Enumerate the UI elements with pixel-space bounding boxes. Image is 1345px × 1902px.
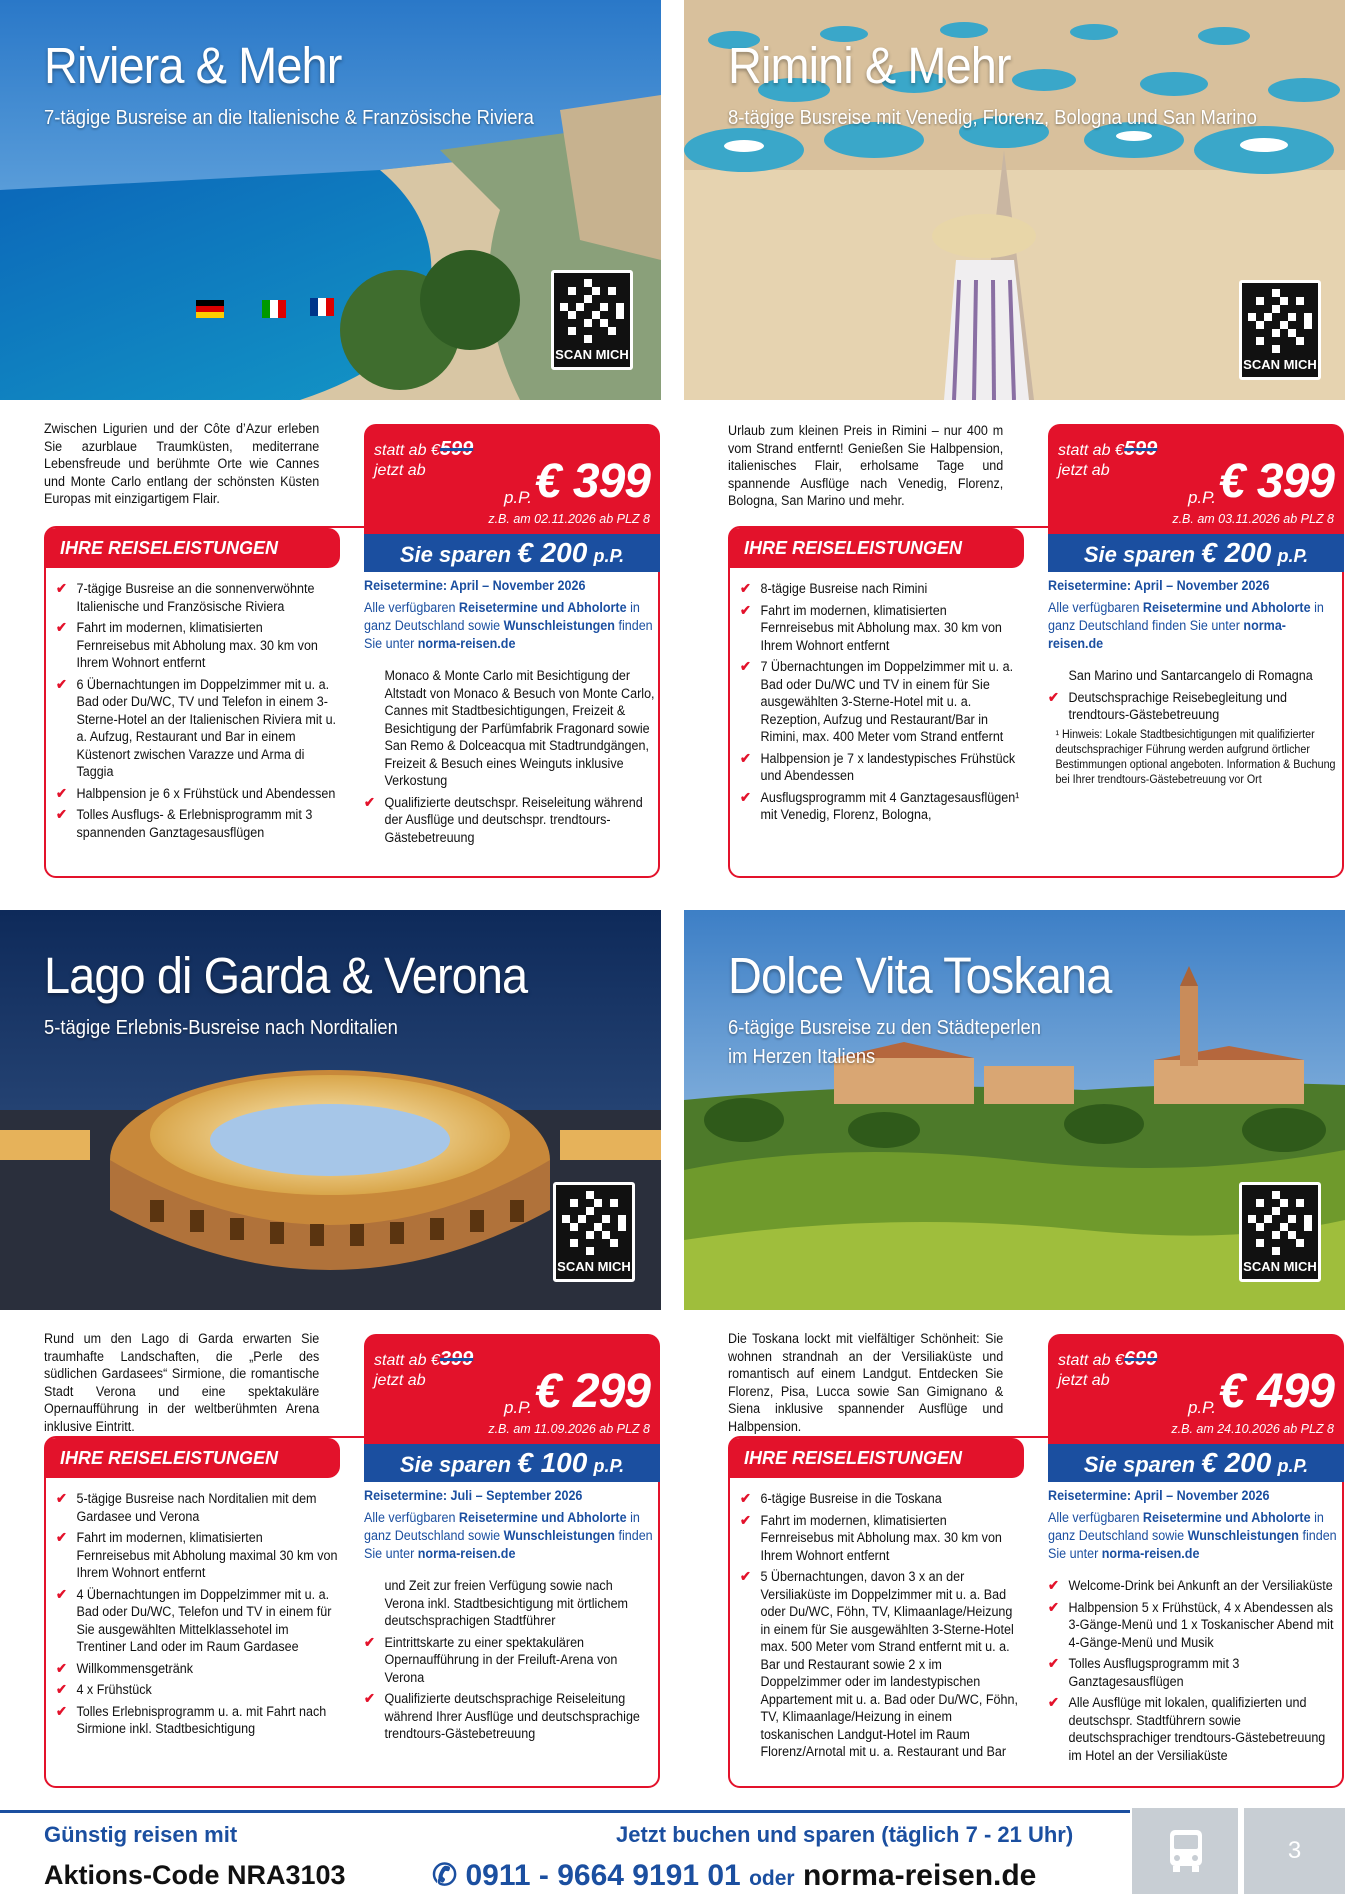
tile-title: Lago di Garda & Verona	[44, 947, 528, 1004]
list-item: ✔ Halbpension je 7 x landestypisches Frühstück und Abendessen	[740, 750, 1023, 785]
qr-code[interactable]	[1239, 1182, 1321, 1282]
tile-title: Riviera & Mehr	[44, 37, 342, 94]
qr-icon	[1248, 1191, 1312, 1255]
footer-divider	[0, 1810, 1130, 1813]
list-item: ✔ Tolles Erlebnisprogramm u. a. mit Fahrt nach Sirmione inkl. Stadtbesichtigung	[56, 1703, 339, 1738]
intro-text: Urlaub zum kleinen Preis in Rimini – nur 400 m vom Strand entfernt! Genießen Sie Halbpension, italienisches Flair, erholsame Tage und spannende Ausflüge nach Venedig, Florenz, Bologna, San Marino und mehr.	[728, 423, 1004, 508]
offer-toskana	[684, 910, 1345, 1763]
list-item: ✔ 7-tägige Busreise an die sonnenverwöhnte Italienische und Französische Riviera	[56, 580, 339, 615]
offer-garda	[0, 910, 661, 1741]
website-link[interactable]: norma-reisen.de	[417, 636, 516, 651]
availability-note: Alle verfügbaren Reisetermine und Abholorte in ganz Deutschland finden Sie unter norma-reisen.de	[1048, 600, 1324, 651]
scan-label: SCAN MICH	[1243, 1259, 1317, 1274]
savings-banner: Sie sparen € 200 p.P.	[364, 534, 660, 572]
intro-text: Die Toskana lockt mit vielfältiger Schönheit: Sie wohnen strandnah an der Versiliaküste und romantisch auf einem Landgut. Entdecken Sie Florenz, Pisa, Lucca sowie San Gimignano & Siena inklusive spannender Ausflüge und Halbpension.	[728, 1331, 1004, 1434]
list-item: ✔ Eintrittskarte zu einer spektakulären Opernaufführung in der Freiluft-Arena von Verona	[364, 1634, 655, 1687]
example-date: z.B. am 11.09.2026 ab PLZ 8	[488, 1422, 650, 1436]
list-item: ✔ Alle Ausflüge mit lokalen, qualifizierten und deutschspr. Stadtführern sowie deutschsprachiger trendtours-Gästebetreuung im Hotel an der Versiliaküste	[1048, 1694, 1339, 1764]
footnote: ¹ Hinweis: Lokale Stadtbesichtigungen mit qualifizierter deutschsprachiger Führung werden aufgrund örtlicher Bestimmungen optional angeboten. Information & Buchung bei Ihrer trendtours-Gästebetreuung vor Ort	[1055, 728, 1336, 786]
bus-icon	[1132, 1808, 1238, 1894]
booking-hours: Jetzt buchen und sparen (täglich 7 - 21 Uhr)	[616, 1822, 1074, 1847]
phone-number[interactable]: 0911 - 9664 9191 01	[465, 1859, 741, 1892]
right-column	[364, 1488, 654, 1747]
list-item: ✔ Qualifizierte deutschsprachige Reiseleitung während Ihrer Ausflüge und deutschsprachige trendtours-Gästebetreuung	[364, 1690, 655, 1743]
old-price: 599	[1123, 438, 1158, 460]
hero-image-riviera	[0, 0, 661, 400]
old-price-label: statt ab €599	[374, 438, 474, 460]
example-date: z.B. am 03.11.2026 ab PLZ 8	[1172, 512, 1334, 526]
list-item: ✔ Halbpension 5 x Frühstück, 4 x Abendessen als 3-Gänge-Menü und 1 x Toskanischer Abend mit 4-Gänge-Menü und Musik	[1048, 1599, 1339, 1652]
tile-title: Rimini & Mehr	[728, 37, 1011, 94]
intro-text: Zwischen Ligurien und der Côte d’Azur erleben Sie azurblaue Traumküsten, mediterrane Lebensfreude und berühmte Orte wie Cannes und Monte Carlo entlang der schönsten Küsten Europas mit einzigartigem Flair.	[44, 421, 320, 506]
leistungen-header: IHRE REISELEISTUNGEN	[44, 528, 340, 568]
tile-subtitle: 6-tägige Busreise zu den Städteperlen im Herzen Italiens	[728, 1017, 1042, 1068]
list-item: ✔ Willkommensgetränk	[56, 1660, 339, 1678]
qr-code[interactable]	[1239, 280, 1321, 380]
list-item: San Marino und Santarcangelo di Romagna	[1068, 668, 1313, 683]
example-date: z.B. am 02.11.2026 ab PLZ 8	[488, 512, 650, 526]
leistungen-header: IHRE REISELEISTUNGEN	[728, 1438, 1024, 1478]
list-item: ✔ 8-tägige Busreise nach Rimini	[740, 580, 1023, 598]
price: € 399	[534, 455, 650, 508]
list-item: ✔ Ausflugsprogramm mit 4 Ganztagesausflügen¹ mit Venedig, Florenz, Bologna,	[740, 789, 1023, 824]
leistungen-list	[56, 580, 338, 845]
page-number: 3	[1244, 1808, 1345, 1894]
list-item: und Zeit zur freien Verfügung sowie nach Verona inkl. Stadtbesichtigung mit örtlichem deutschsprachigen Stadtführer	[384, 1578, 629, 1628]
qr-code[interactable]	[553, 1182, 635, 1282]
travel-dates: Reisetermine: April – November 2026	[364, 578, 586, 593]
footer-tagline: Günstig reisen mit	[44, 1822, 238, 1847]
tile-title: Dolce Vita Toskana	[728, 947, 1112, 1004]
pp-label: p.P.	[1187, 1398, 1216, 1417]
scan-label: SCAN MICH	[555, 347, 629, 362]
list-item: ✔ Deutschsprachige Reisebegleitung und trendtours-Gästebetreuung	[1048, 689, 1339, 724]
savings-banner: Sie sparen € 200 p.P.	[1048, 1444, 1344, 1482]
pp-label: p.P.	[503, 488, 532, 507]
leistungen-list	[56, 1490, 338, 1742]
hero-image-toskana	[684, 910, 1345, 1310]
website-link[interactable]: norma-reisen.de	[802, 1859, 1037, 1892]
travel-dates: Reisetermine: Juli – September 2026	[364, 1488, 583, 1503]
offer-rimini	[684, 0, 1345, 822]
list-item: ✔ 5 Übernachtungen, davon 3 x an der Versiliaküste im Doppelzimmer mit u. a. Bad oder Du/WC, Föhn, TV, Klimaanlage/Heizung in einem für Sie ausgewählten 3-Sterne-Hotel max. 500 Meter vom Strand entfernt mit u. a. Bar und Restaurant sowie 2 x im Doppelzimmer oder im landestypischen Appartement mit u. a. Bad oder Du/WC, Föhn, TV, Klimaanlage/Heizung in einem toskanischen Landgut-Hotel im Raum Florenz/Arnotal mit u. a. Restaurant und Bar	[740, 1568, 1023, 1761]
price: € 299	[534, 1365, 650, 1418]
offer-riviera	[0, 0, 661, 845]
leistungen-list	[740, 580, 1022, 828]
website-link[interactable]: norma-reisen.de	[1101, 1546, 1200, 1561]
price-panel	[364, 1334, 660, 1444]
right-column	[1048, 1488, 1338, 1768]
contact-line	[432, 1858, 1036, 1893]
leistungen-header: IHRE REISELEISTUNGEN	[44, 1438, 340, 1478]
tile-subtitle: 5-tägige Erlebnis-Busreise nach Norditalien	[44, 1017, 398, 1039]
list-item: ✔ Halbpension je 6 x Frühstück und Abendessen	[56, 785, 339, 803]
list-item: ✔ Fahrt im modernen, klimatisierten Fernreisebus mit Abholung max. 30 km von Ihrem Wohnort entfernt	[740, 602, 1023, 655]
list-item: ✔ Tolles Ausflugs- & Erlebnisprogramm mit 3 spannenden Ganztagesausflügen	[56, 806, 339, 841]
now-label: jetzt ab	[1058, 1372, 1110, 1389]
tile-subtitle: 7-tägige Busreise an die Italienische & Französische Riviera	[44, 107, 534, 129]
list-item: ✔ Fahrt im modernen, klimatisierten Fernreisebus mit Abholung max. 30 km von Ihrem Wohnort entfernt	[56, 619, 339, 672]
now-label: jetzt ab	[374, 462, 426, 479]
example-date: z.B. am 24.10.2026 ab PLZ 8	[1171, 1422, 1334, 1436]
list-item: ✔ Qualifizierte deutschspr. Reiseleitung während der Ausflüge und deutschspr. trendtours-Gästebetreuung	[364, 794, 655, 847]
pp-label: p.P.	[1187, 488, 1216, 507]
old-price: 599	[439, 438, 474, 460]
availability-note: Alle verfügbaren Reisetermine und Abholorte in ganz Deutschland sowie Wunschleistungen finden Sie unter norma-reisen.de	[1048, 1510, 1337, 1561]
availability-note: Alle verfügbaren Reisetermine und Abholorte in ganz Deutschland sowie Wunschleistungen finden Sie unter norma-reisen.de	[364, 600, 653, 651]
price-panel	[364, 424, 660, 534]
travel-dates: Reisetermine: April – November 2026	[1048, 1488, 1270, 1503]
intro-text: Rund um den Lago di Garda erwarten Sie traumhafte Landschaften, die „Perle des südlichen Gardasees“ Sirmione, die romantische Stadt Verona und eine spektakuläre Opernaufführung in der weltberühmten Arena inklusive Eintritt.	[44, 1331, 320, 1434]
old-price-label: statt ab €399	[374, 1348, 474, 1370]
tile-subtitle: 8-tägige Busreise mit Venedig, Florenz, Bologna und San Marino	[728, 107, 1257, 129]
old-price: 699	[1123, 1348, 1158, 1370]
list-item: ✔ 4 x Frühstück	[56, 1681, 339, 1699]
list-item: ✔ 5-tägige Busreise nach Norditalien mit dem Gardasee und Verona	[56, 1490, 339, 1525]
price: € 499	[1218, 1365, 1334, 1418]
list-item: ✔ 7 Übernachtungen im Doppelzimmer mit u. a. Bad oder Du/WC und TV in einem für Sie ausgewählten 3-Sterne-Hotel mit u. a. Rezeption, Aufzug und Restaurant/Bar in Rimini, max. 400 Meter vom Strand entfernt	[740, 658, 1023, 746]
qr-code[interactable]	[551, 270, 633, 370]
promo-code: Aktions-Code NRA3103	[44, 1860, 346, 1890]
list-item: Monaco & Monte Carlo mit Besichtigung der Altstadt von Monaco & Besuch von Monte Carlo, Cannes mit Stadtbesichtigungen, Freizeit & Besichtigung der Parfümfabrik Fragonard sowie San Remo & Dolceacqua mit Stadtrundgängen, Freizeit & Besuch eines Weinguts inklusive Verkostung	[384, 668, 655, 788]
list-item: ✔ Fahrt im modernen, klimatisierten Fernreisebus mit Abholung maximal 30 km von Ihrem Wohnort entfernt	[56, 1529, 339, 1582]
pp-label: p.P.	[503, 1398, 532, 1417]
scan-label: SCAN MICH	[557, 1259, 631, 1274]
now-label: jetzt ab	[374, 1372, 426, 1389]
list-item: ✔ 6 Übernachtungen im Doppelzimmer mit u. a. Bad oder Du/WC, TV und Telefon in einem 3-Sterne-Hotel an der Italienischen Riviera mit u. a. Aufzug, Restaurant und Bar in einem Küstenort zwischen Varazze und Arma di Taggia	[56, 676, 339, 781]
price-panel	[1048, 424, 1344, 534]
travel-dates: Reisetermine: April – November 2026	[1048, 578, 1270, 593]
list-item: ✔ 4 Übernachtungen im Doppelzimmer mit u. a. Bad oder Du/WC, Telefon und TV in einem für Sie ausgewählten Mittelklassehotel im Trentiner Land oder im Raum Gardasee	[56, 1586, 339, 1656]
savings-banner: Sie sparen € 200 p.P.	[1048, 534, 1344, 572]
list-item: ✔ Fahrt im modernen, klimatisierten Fernreisebus mit Abholung max. 30 km von Ihrem Wohnort entfernt	[740, 1512, 1023, 1565]
right-column	[1048, 578, 1338, 788]
leistungen-header: IHRE REISELEISTUNGEN	[728, 528, 1024, 568]
website-link[interactable]: norma-reisen.de	[417, 1546, 516, 1561]
old-price-label: statt ab €699	[1058, 1348, 1158, 1370]
right-column	[364, 578, 654, 850]
website-link[interactable]: norma-reisen.de	[1048, 618, 1286, 651]
hero-image-verona	[0, 910, 661, 1310]
price-panel	[1048, 1334, 1344, 1444]
qr-icon	[560, 279, 624, 343]
list-item: ✔ Tolles Ausflugsprogramm mit 3 Ganztagesausflügen	[1048, 1655, 1339, 1690]
or-label: oder	[749, 1867, 795, 1890]
old-price: 399	[439, 1348, 474, 1370]
leistungen-list	[740, 1490, 1022, 1765]
price: € 399	[1218, 455, 1334, 508]
scan-label: SCAN MICH	[1243, 357, 1317, 372]
availability-note: Alle verfügbaren Reisetermine und Abholorte in ganz Deutschland sowie Wunschleistungen finden Sie unter norma-reisen.de	[364, 1510, 653, 1561]
savings-banner: Sie sparen € 100 p.P.	[364, 1444, 660, 1482]
qr-icon	[1248, 289, 1312, 353]
list-item: ✔ 6-tägige Busreise in die Toskana	[740, 1490, 1023, 1508]
list-item: ✔ Welcome-Drink bei Ankunft an der Versiliaküste	[1048, 1577, 1339, 1595]
qr-icon	[562, 1191, 626, 1255]
phone-icon: ✆	[432, 1859, 458, 1892]
now-label: jetzt ab	[1058, 462, 1110, 479]
footer	[0, 1808, 1345, 1902]
old-price-label: statt ab €599	[1058, 438, 1158, 460]
hero-image-rimini	[684, 0, 1345, 400]
